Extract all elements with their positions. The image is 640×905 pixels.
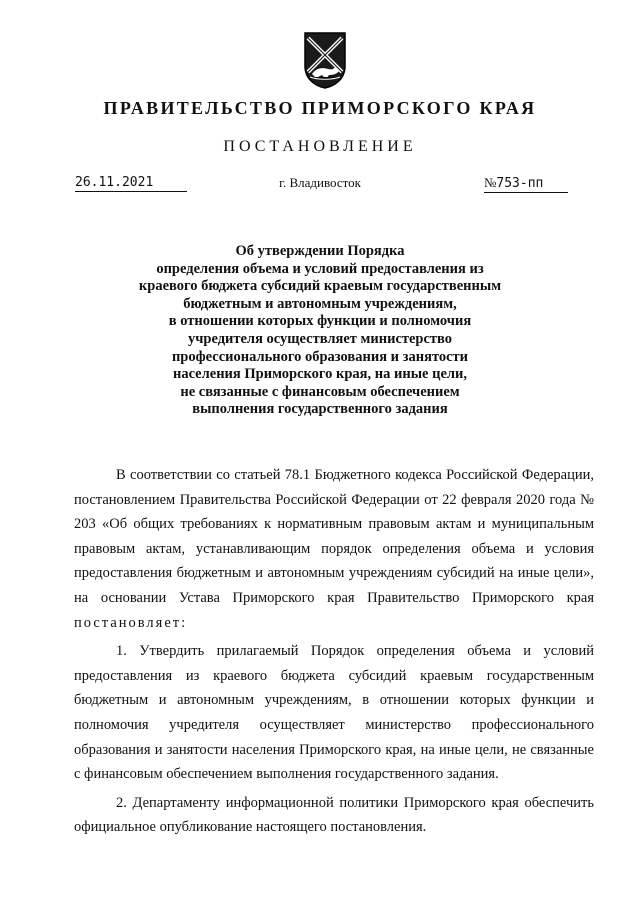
number-sign: №: [484, 175, 497, 190]
document-date: 26.11.2021: [75, 175, 187, 192]
title-line: не связанные с финансовым обеспечением: [180, 383, 460, 400]
coat-of-arms-emblem: [302, 30, 348, 90]
title-line: в отношении которых функции и полномочия: [168, 313, 472, 330]
decree-word: постановляет:: [74, 614, 188, 631]
item-1-paragraph: 1. Утвердить прилагаемый Порядок определения объема и условий предоставления из краевого бюджета субсидий краевым государственным бюджетным и автономным учреждениям, в отношении которых функции и полномочия учредителя осуществляет министерство профессионального образования и занятости населения Приморского края, на иные цели, не связанные с финансовым обеспечением выполнения государственного задания.: [74, 643, 594, 783]
preamble-text: В соответствии со статьей 78.1 Бюджетного кодекса Российской Федерации, постановлением Правительства Российской Федерации от 22 февраля 2020 года № 203 «Об общих требованиях к нормативным правовым актам и муниципальным правовым актам, устанавливающим порядок определения объема и условия предоставления бюджетным и автономным учреждениям субсидий на иные цели», на основании Устава Приморского края Правительство Приморского края: [74, 467, 594, 606]
title-line: учредителя осуществляет министерство: [187, 330, 453, 347]
document-type: ПОСТАНОВЛЕНИЕ: [223, 138, 417, 155]
title-line: бюджетным и автономным учреждениям,: [183, 295, 457, 312]
preamble-paragraph: [74, 463, 594, 635]
title-line: профессионального образования и занятости: [171, 348, 469, 365]
document-number: [484, 175, 568, 193]
title-line: краевого бюджета субсидий краевым государственным: [138, 278, 502, 295]
title-line: определения объема и условий предоставления из: [156, 260, 484, 277]
government-title: ПРАВИТЕЛЬСТВО ПРИМОРСКОГО КРАЯ: [103, 98, 537, 118]
title-line: Об утверждении Порядка: [235, 243, 405, 259]
item-2-paragraph: 2. Департаменту информационной политики Приморского края обеспечить официальное опубликование настоящего постановления.: [74, 794, 594, 836]
title-line: выполнения государственного задания: [192, 401, 448, 418]
number-value: 753-пп: [496, 176, 544, 191]
document-city: г. Владивосток: [279, 175, 361, 190]
document-body: [74, 463, 594, 840]
document-title: [0, 243, 640, 419]
title-line: населения Приморского края, на иные цели,: [172, 366, 468, 383]
